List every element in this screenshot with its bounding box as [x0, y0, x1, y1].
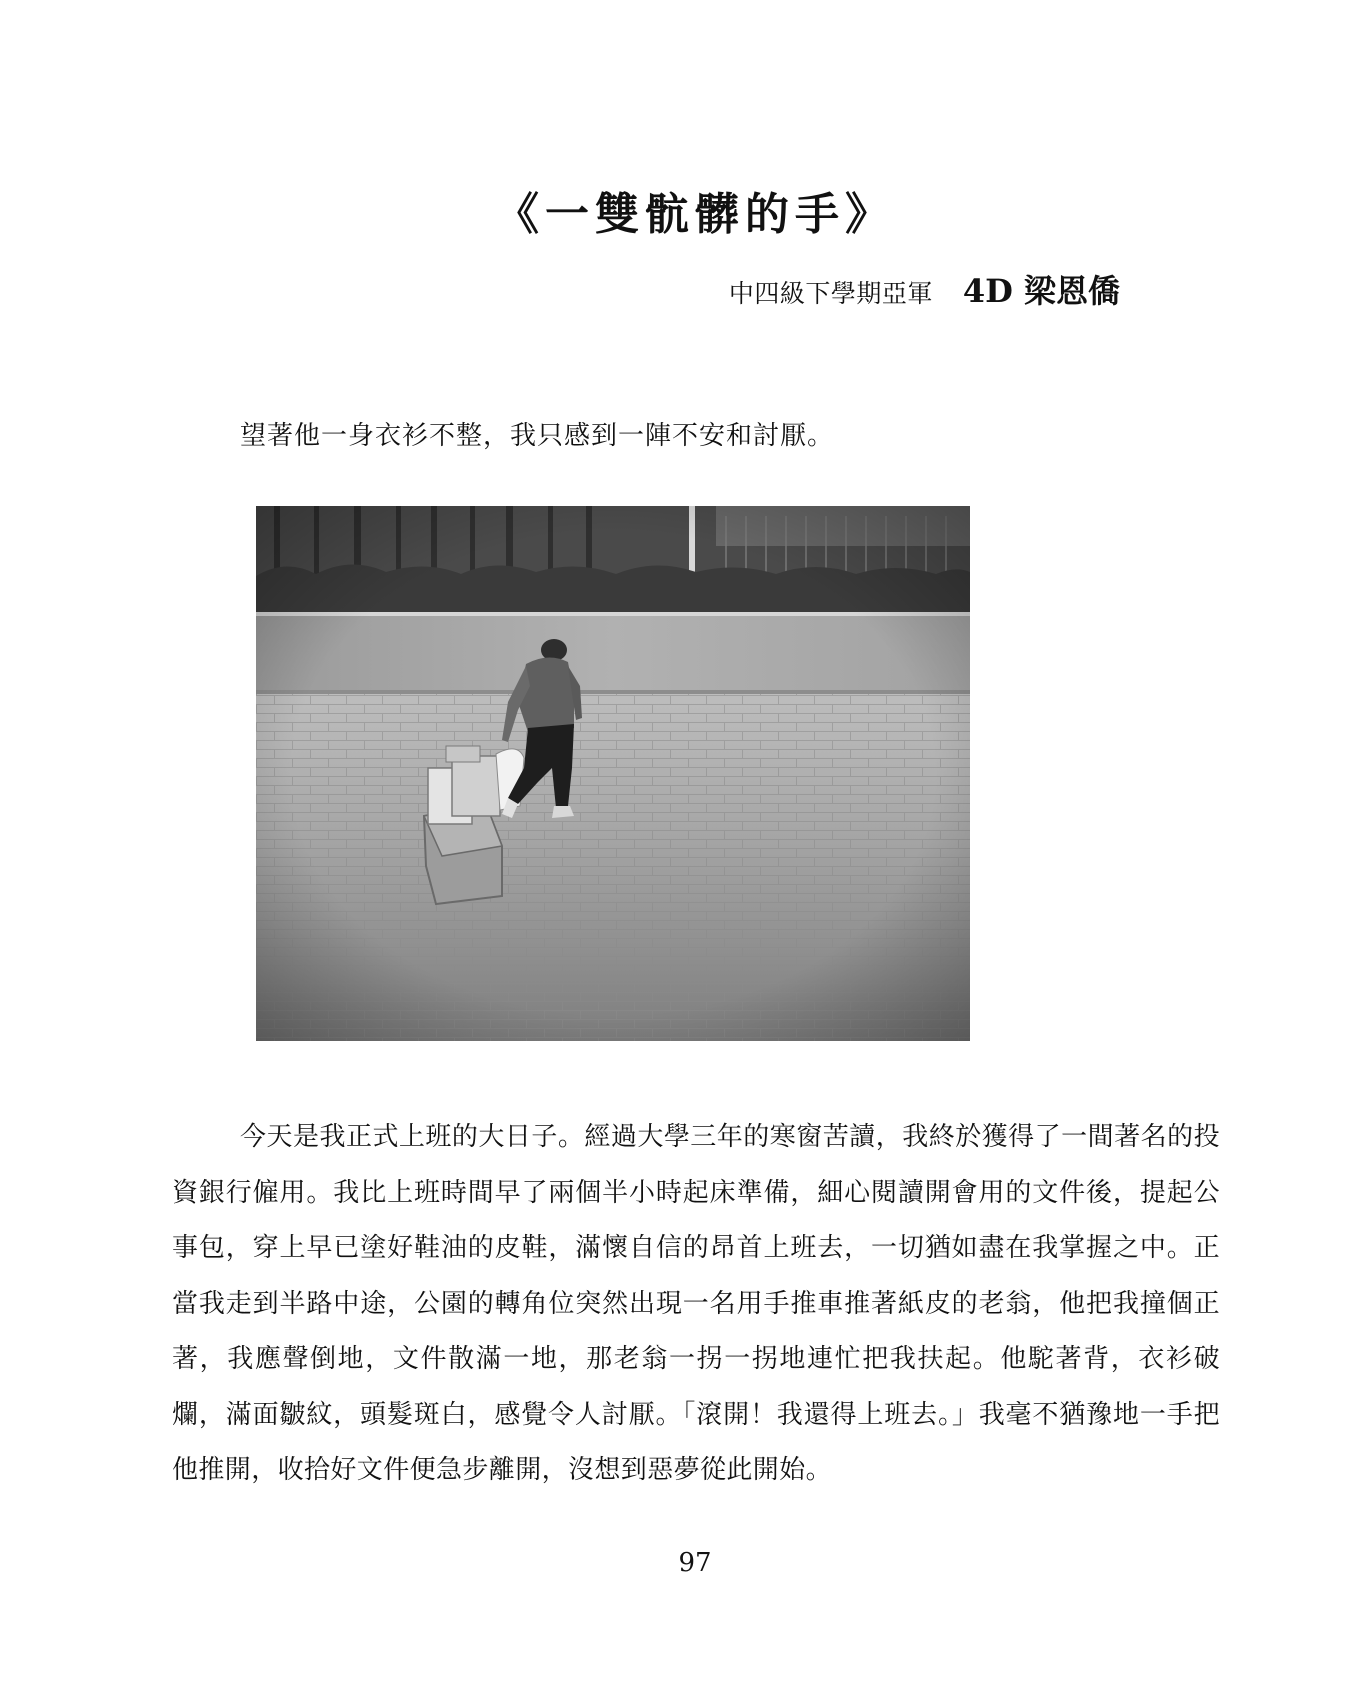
photo-illustration	[256, 506, 970, 1041]
body-paragraph: 今天是我正式上班的大日子。經過大學三年的寒窗苦讀，我終於獲得了一間著名的投資銀行僱用。我比上班時間早了兩個半小時起床準備，細心閱讀開會用的文件後，提起公事包，穿上早已塗好鞋油的皮鞋，滿懷自信的昂首上班去，一切猶如盡在我掌握之中。正當我走到半路中途，公園的轉角位突然出現一名用手推車推著紙皮的老翁，他把我撞個正著，我應聲倒地，文件散滿一地，那老翁一拐一拐地連忙把我扶起。他駝著背，衣衫破爛，滿面皺紋，頭髮斑白，感覺令人討厭。「滾開！我還得上班去。」我毫不猶豫地一手把他推開，收拾好文件便急步離開，沒想到惡夢從此開始。	[172, 1122, 1220, 1485]
article-title: 《一雙骯髒的手》	[495, 189, 895, 240]
byline	[729, 266, 1120, 312]
photo-old-man-pushing-cart	[256, 506, 970, 1041]
award-label: 中四級下學期亞軍	[728, 279, 933, 308]
author-name: 4D 梁恩僑	[962, 272, 1120, 310]
lead-sentence: 望著他一身衣衫不整，我只感到一陣不安和討厭。	[240, 421, 835, 451]
page-number: 97	[678, 1548, 712, 1578]
